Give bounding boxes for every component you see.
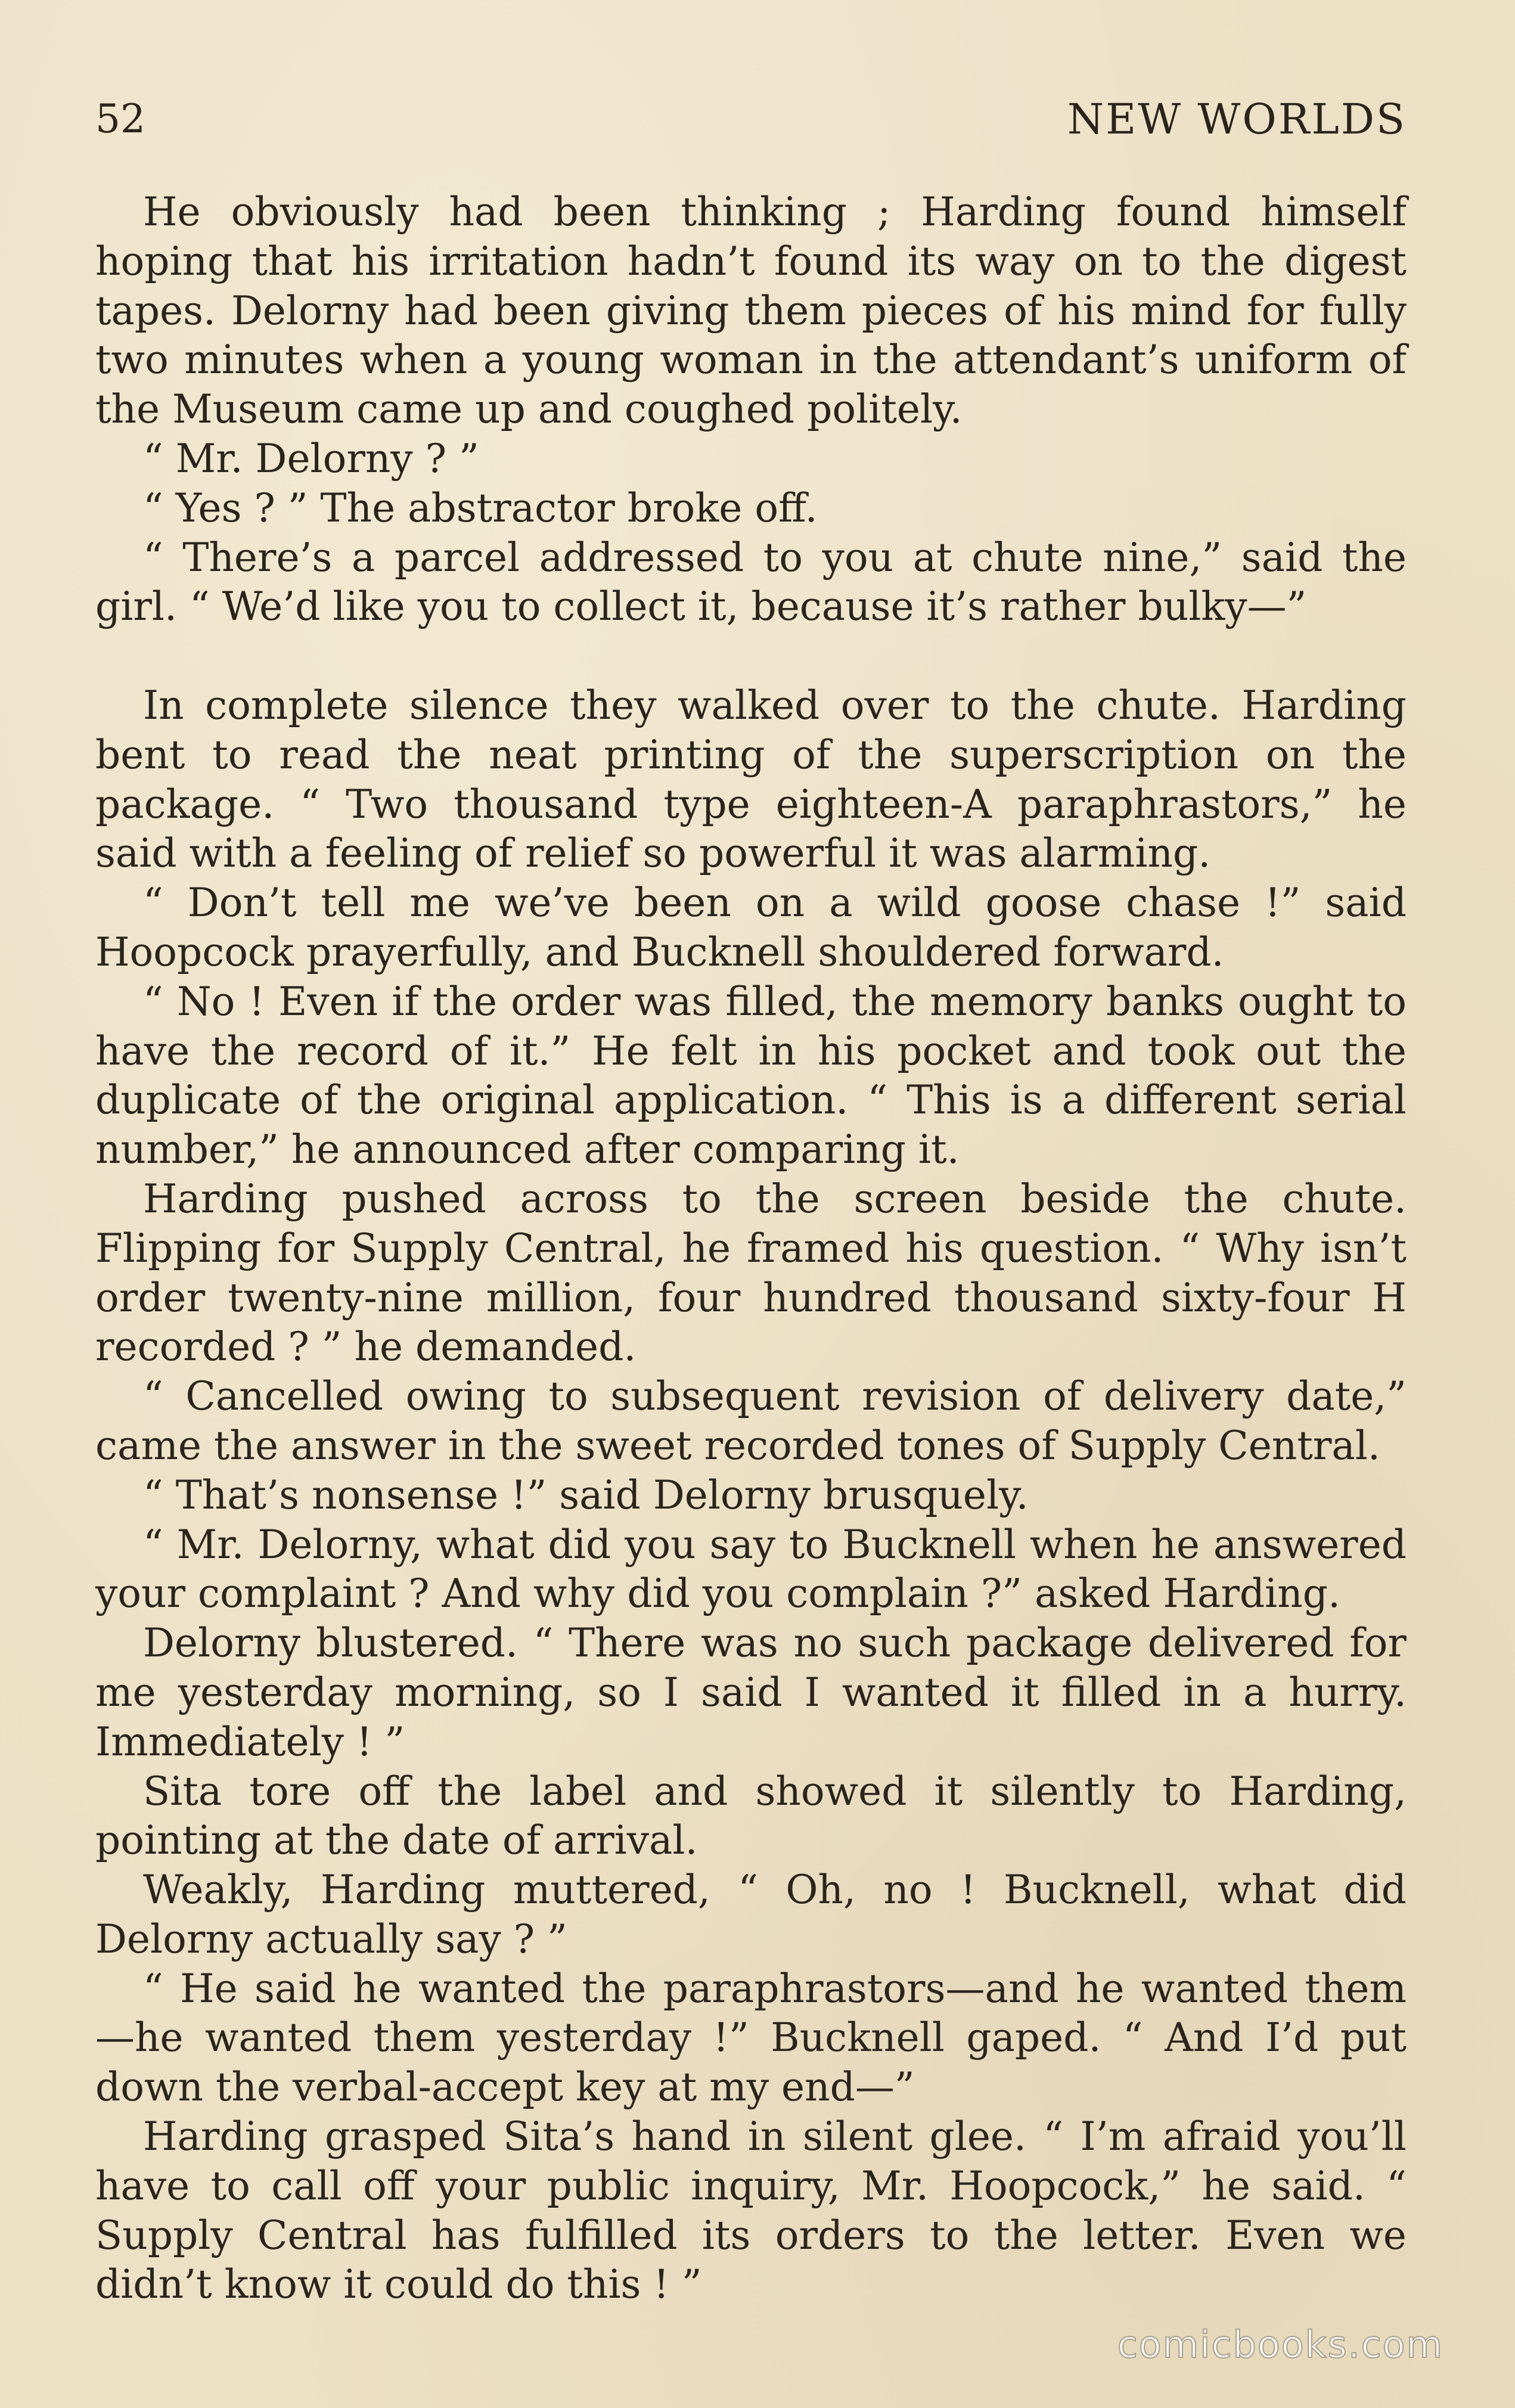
paragraph: “ Don’t tell me we’ve been on a wild goose chase !” said Hoopcock prayerfully, and Bucknell shouldered forward.	[95, 880, 1407, 975]
paragraph: “ Yes ? ” The abstractor broke off.	[143, 485, 818, 531]
watermark: comicbooks.com	[1117, 2323, 1443, 2366]
paragraph: “ Cancelled owing to subsequent revision of delivery date,” came the answer in the sweet recorded tones of Supply Central.	[95, 1373, 1407, 1469]
paragraph: Sita tore off the label and showed it silently to Harding, pointing at the date of arrival.	[95, 1768, 1407, 1864]
running-head: NEW WORLDS	[1067, 95, 1407, 144]
paragraph: Weakly, Harding muttered, “ Oh, no ! Bucknell, what did Delorny actually say ? ”	[95, 1867, 1407, 1962]
paragraph: Harding pushed across to the screen beside the chute. Flipping for Supply Central, he framed his question. “ Why isn’t order twenty-nine million, four hundred thousand sixty-four H recorded ? ” he demanded.	[95, 1175, 1407, 1370]
paragraph: “ He said he wanted the paraphrastors—and he wanted them —he wanted them yesterday !” Bucknell gaped. “ And I’d put down the verbal-accept key at my end—”	[95, 1965, 1407, 2111]
section-break	[95, 632, 1407, 681]
body-text	[95, 188, 1407, 2310]
paragraph: “ There’s a parcel addressed to you at chute nine,” said the girl. “ We’d like you to collect it, because it’s rather bulky—”	[95, 534, 1407, 630]
paragraph: “ Mr. Delorny, what did you say to Bucknell when he answered your complaint ? And why did you complain ?” asked Harding.	[95, 1521, 1407, 1617]
paragraph: “ That’s nonsense !” said Delorny brusquely.	[143, 1472, 1029, 1518]
paragraph: In complete silence they walked over to the chute. Harding bent to read the neat printing of the superscription on the package. “ Two thousand type eighteen-A paraphrastors,” he said with a feeling of relief so powerful it was alarming.	[95, 682, 1407, 877]
paragraph: “ Mr. Delorny ? ”	[143, 435, 479, 482]
paragraph: “ No ! Even if the order was filled, the memory banks ought to have the record of it.” He felt in his pocket and took out the duplicate of the original application. “ This is a different serial number,” he announced after comparing it.	[95, 978, 1407, 1173]
page-number: 52	[95, 96, 145, 142]
page-header	[95, 89, 1407, 149]
paragraph: Delorny blustered. “ There was no such package delivered for me yesterday morning, so I said I wanted it filled in a hurry. Immediately ! ”	[95, 1620, 1407, 1765]
paragraph: He obviously had been thinking ; Harding found himself hoping that his irritation hadn’t found its way on to the digest tapes. Delorny had been giving them pieces of his mind for fully two minutes when a young woman in the attendant’s uniform of the Museum came up and coughed politely.	[95, 189, 1407, 433]
paragraph: Harding grasped Sita’s hand in silent glee. “ I’m afraid you’ll have to call off your public inquiry, Mr. Hoopcock,” he said. “ Supply Central has fulfilled its orders to the letter. Even we didn’t know it could do this ! ”	[95, 2114, 1407, 2308]
